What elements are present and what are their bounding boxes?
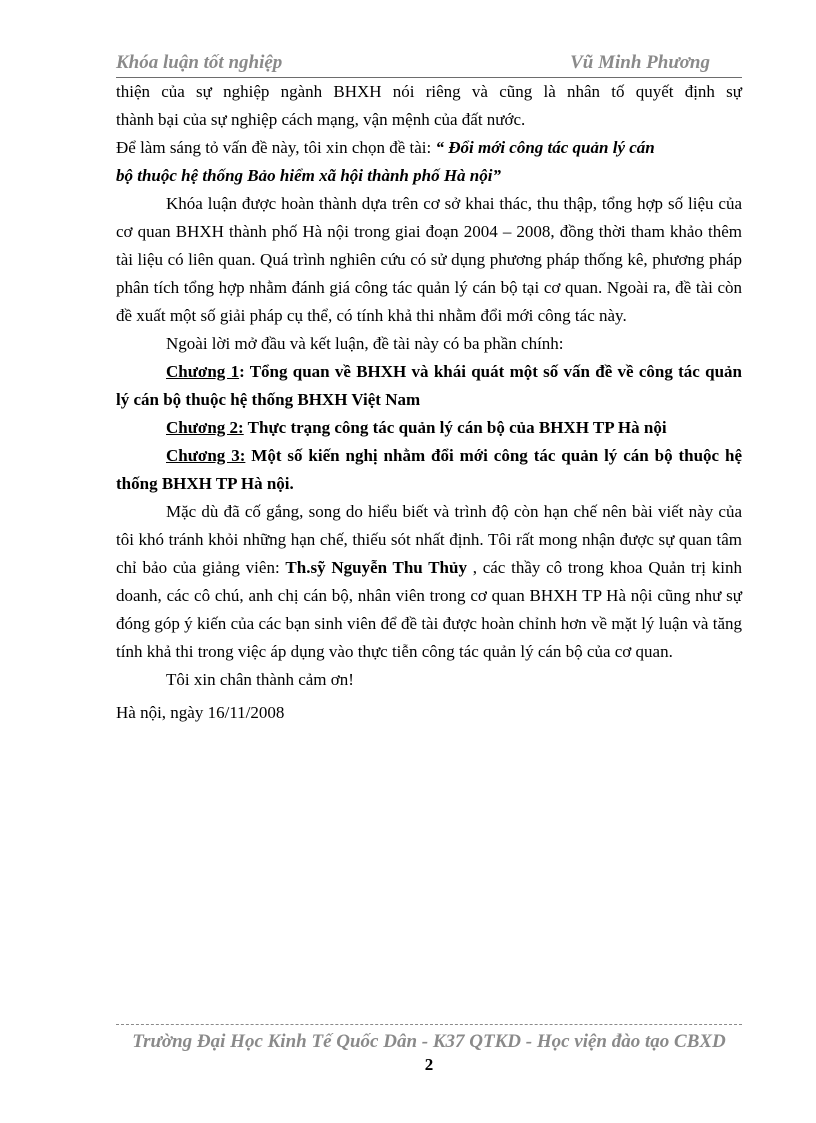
topic-title-part-a: “ Đổi mới công tác quản lý cán bbox=[435, 138, 655, 157]
chapter-1-label: Chương 1 bbox=[166, 362, 240, 381]
chapter-1-title: : Tổng quan về BHXH và khái quát một số vấn đề về công tác quản lý cán bộ thuộc hệ thống BHXH Việt Nam bbox=[116, 362, 742, 409]
paragraph-continuation bbox=[116, 78, 742, 134]
paragraph-topic bbox=[116, 134, 742, 190]
chapter-2-label: Chương 2: bbox=[166, 418, 244, 437]
page-header bbox=[116, 50, 742, 80]
acknowledgement-text-a: Mặc dù đã cố gắng, song do hiểu biết và trình độ còn hạn chế nên bài viết này của tôi khó tránh khỏi những hạn chế, thiếu sót nhất định. Tôi rất mong nhận được sự quan tâm chỉ bảo của giảng viên: bbox=[116, 502, 742, 577]
header-author-name: Vũ Minh Phương bbox=[570, 52, 710, 73]
chapter-2-title: Thực trạng công tác quản lý cán bộ của BHXH TP Hà nội bbox=[243, 418, 667, 437]
page-number: 2 bbox=[424, 1055, 434, 1074]
topic-intro-text: Để làm sáng tỏ vấn đề này, tôi xin chọn đề tài: bbox=[116, 138, 432, 157]
advisor-name: Th.sỹ Nguyễn Thu Thủy bbox=[285, 558, 467, 577]
paragraph-thanks: Tôi xin chân thành cảm ơn! bbox=[166, 670, 354, 689]
footer-institution: Trường Đại Học Kinh Tế Quốc Dân - K37 QTKD - Học viện đào tạo CBXD bbox=[132, 1031, 726, 1052]
chapter-3-label: Chương 3: bbox=[166, 446, 246, 465]
paragraph-acknowledgement bbox=[116, 498, 742, 666]
document-body bbox=[116, 78, 742, 727]
paragraph-line: thành bại của sự nghiệp cách mạng, vận mệnh của đất nước. bbox=[116, 110, 526, 129]
topic-title-part-b: bộ thuộc hệ thống Bảo hiểm xã hội thành phố Hà nội” bbox=[116, 166, 501, 185]
chapter-2 bbox=[116, 414, 742, 442]
header-thesis-label: Khóa luận tốt nghiệp bbox=[116, 52, 283, 73]
chapter-3-title: Một số kiến nghị nhằm đổi mới công tác quản lý cán bộ thuộc hệ thống BHXH TP Hà nội. bbox=[116, 446, 742, 493]
chapter-3 bbox=[116, 442, 742, 498]
signature-date: Hà nội, ngày 16/11/2008 bbox=[116, 703, 285, 722]
acknowledgement-text-b: , các thầy cô trong khoa Quản trị kinh doanh, các cô chú, anh chị cán bộ, nhân viên trong cơ quan BHXH TP Hà nội cũng như sự đóng góp ý kiến của các bạn sinh viên để đề tài được hoàn chỉnh hơn về mặt lý luận và tăng tính khả thi trong việc áp dụng vào thực tiễn công tác quản lý cán bộ của cơ quan. bbox=[116, 558, 742, 661]
chapter-1 bbox=[116, 358, 742, 414]
footer-rule bbox=[116, 1024, 742, 1025]
paragraph-line: thiện của sự nghiệp ngành BHXH nói riêng và cũng là nhân tố quyết định sự bbox=[116, 82, 742, 101]
paragraph-structure: Ngoài lời mở đầu và kết luận, đề tài này có ba phần chính: bbox=[166, 334, 564, 353]
paragraph-method: Khóa luận được hoàn thành dựa trên cơ sở khai thác, thu thập, tổng hợp số liệu của cơ quan BHXH thành phố Hà nội trong giai đoạn 2004 – 2008, đồng thời tham khảo thêm tài liệu có liên quan. Quá trình nghiên cứu có sử dụng phương pháp thống kê, phương pháp phân tích tổng hợp nhằm đánh giá công tác quản lý cán bộ tại cơ quan. Ngoài ra, đề tài còn đề xuất một số giải pháp cụ thể, có tính khả thi nhằm đổi mới công tác này. bbox=[116, 194, 742, 325]
